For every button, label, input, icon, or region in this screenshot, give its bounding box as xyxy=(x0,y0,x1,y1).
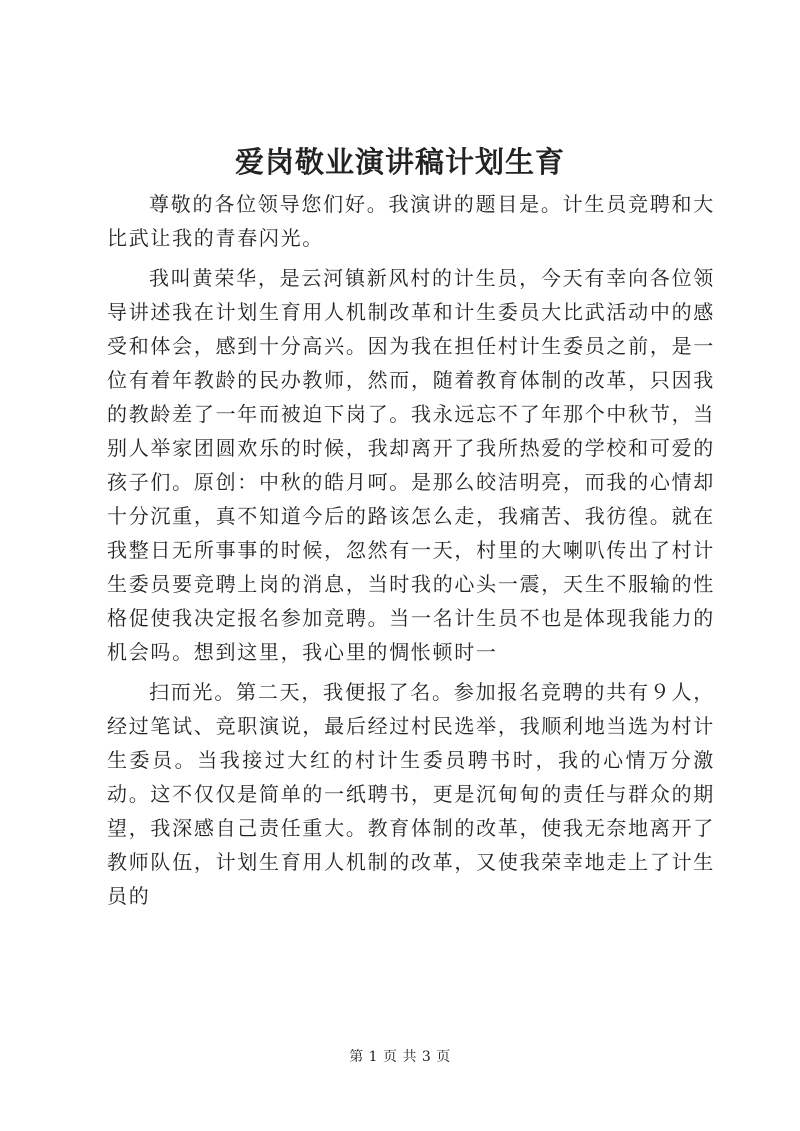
document-title: 爱岗敬业演讲稿计划生育 xyxy=(234,145,565,179)
page-number-footer: 第 1 页 共 3 页 xyxy=(349,1049,451,1065)
paragraph-introduction: 我叫黄荣华，是云河镇新风村的计生员，今天有幸向各位领导讲述我在计划生育用人机制改革和计生委员大比武活动中的感受和体会，感到十分高兴。因为我在担任村计生委员之前，是一位有着年教龄的民办教师，然而，随着教育体制的改革，只因我的教龄差了一年而被迫下岗了。我永远忘不了年那个中秋节，当别人举家团圆欢乐的时候，我却离开了我所热爱的学校和可爱的孩子们。原创：中秋的皓月呵。是那么皎洁明亮，而我的心情却十分沉重，真不知道今后的路该怎么走，我痛苦、我彷徨。就在我整日无所事事的时候，忽然有一天，村里的大喇叭传出了村计生委员要竞聘上岗的消息，当时我的心头一震，天生不服输的性格促使我决定报名参加竞聘。当一名计生员不也是体现我能力的机会吗。想到这里，我心里的惆怅顿时一 xyxy=(107,266,715,664)
document-body xyxy=(107,187,715,919)
paragraph-election: 扫而光。第二天，我便报了名。参加报名竞聘的共有９人，经过笔试、竞职演说，最后经过村民选举，我顺利地当选为村计生委员。当我接过大红的村计生委员聘书时，我的心情万分激动。这不仅仅是简单的一纸聘书，更是沉甸甸的责任与群众的期望，我深感自己责任重大。教育体制的改革，使我无奈地离开了教师队伍，计划生育用人机制的改革，又使我荣幸地走上了计生员的 xyxy=(107,680,715,908)
paragraph-greeting: 尊敬的各位领导您们好。我演讲的题目是。计生员竞聘和大比武让我的青春闪光。 xyxy=(107,192,715,250)
